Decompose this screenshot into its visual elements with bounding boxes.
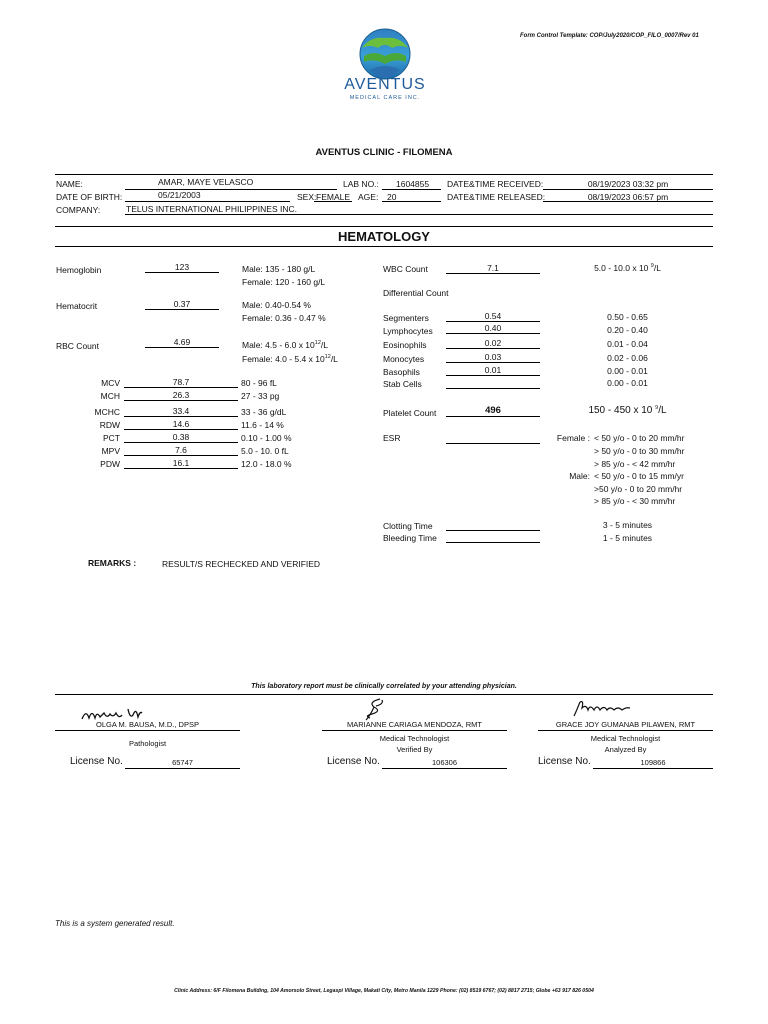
bleeding-time-ref: 1 - 5 minutes — [602, 533, 653, 543]
logo-name: AVENTUS — [344, 76, 426, 93]
pathologist-license: 65747 — [125, 758, 240, 769]
labno-label: LAB NO.: — [343, 179, 379, 189]
stab-cells-value — [446, 377, 540, 389]
rbc-value: 4.69 — [145, 337, 219, 348]
mpv-ref: 5.0 - 10. 0 fL — [241, 446, 289, 456]
analyst-title: Medical Technologist — [590, 734, 661, 743]
segmenters-label: Segmenters — [383, 313, 429, 323]
verifier-license: 106306 — [382, 758, 507, 769]
mcv-label: MCV — [101, 378, 120, 388]
patient-name: AMAR, MAYE VELASCO — [158, 177, 254, 187]
segmenters-value: 0.54 — [446, 311, 540, 322]
differential-count-label: Differential Count — [383, 288, 449, 298]
hematocrit-ref-male: Male: 0.40-0.54 % — [242, 300, 311, 310]
clinic-logo — [340, 26, 430, 106]
clotting-time-ref: 3 - 5 minutes — [602, 520, 653, 530]
signature-verifier — [360, 696, 390, 722]
rdw-value: 14.6 — [124, 419, 238, 430]
platelet-label: Platelet Count — [383, 408, 437, 418]
wbc-label: WBC Count — [383, 264, 428, 274]
esr-female-range-2: > 50 y/o - 0 to 30 mm/hr — [594, 446, 685, 456]
released-label: DATE&TIME RELEASED: — [447, 192, 546, 202]
monocytes-value: 0.03 — [446, 352, 540, 363]
lymphocytes-label: Lymphocytes — [383, 326, 433, 336]
rbc-ref-female: Female: 4.0 - 5.4 x $10^{12}/L$ — [242, 354, 338, 364]
mchc-value: 33.4 — [124, 406, 238, 417]
esr-female-label: Female : — [556, 433, 590, 443]
mcv-value: 78.7 — [124, 377, 238, 388]
hematocrit-ref-female: Female: 0.36 - 0.47 % — [242, 313, 326, 323]
rbc-label: RBC Count — [56, 341, 99, 351]
lymphocytes-value: 0.40 — [446, 323, 540, 334]
eosinophils-ref: 0.01 - 0.04 — [607, 339, 648, 349]
esr-male-range-1: < 50 y/o - 0 to 15 mm/yr — [594, 471, 684, 481]
esr-female-range-3: > 85 y/o - < 42 mm/hr — [594, 459, 676, 469]
stab-cells-label: Stab Cells — [383, 379, 422, 389]
pct-label: PCT — [103, 433, 120, 443]
mch-value: 26.3 — [124, 390, 238, 401]
lab-number: 1604855 — [396, 179, 430, 189]
esr-male-range-2: >50 y/o - 0 to 20 mm/hr — [594, 484, 683, 494]
mchc-ref: 33 - 36 g/dL — [241, 407, 287, 417]
pathologist-name: OLGA M. BAUSA, M.D., DPSP — [96, 720, 199, 729]
esr-male-range-3: > 85 y/o - < 30 mm/hr — [594, 496, 676, 506]
platelet-ref: 150 - 450 x 10 $^9$/L — [588, 405, 667, 416]
disclaimer: This laboratory report must be clinically correlated by your attending physician. — [251, 683, 517, 690]
basophils-ref: 0.00 - 0.01 — [607, 366, 648, 376]
monocytes-label: Monocytes — [383, 354, 425, 364]
clinic-title: AVENTUS CLINIC - FILOMENA — [315, 147, 453, 158]
hemoglobin-ref-female: Female: 120 - 160 g/L — [242, 277, 326, 287]
date-released: 08/19/2023 06:57 pm — [587, 192, 669, 202]
pct-value: 0.38 — [124, 432, 238, 443]
stab-cells-ref: 0.00 - 0.01 — [607, 378, 648, 388]
eosinophils-label: Eosinophils — [383, 340, 427, 350]
company-name: TELUS INTERNATIONAL PHILIPPINES INC. — [126, 204, 297, 214]
pdw-ref: 12.0 - 18.0 % — [241, 459, 292, 469]
analyst-license: 109866 — [593, 758, 713, 769]
verifier-role: Verified By — [396, 745, 433, 754]
analyst-role: Analyzed By — [604, 745, 647, 754]
basophils-value: 0.01 — [446, 365, 540, 376]
verifier-license-label: License No. — [327, 756, 380, 767]
section-title: HEMATOLOGY — [338, 229, 430, 244]
date-received: 08/19/2023 03:32 pm — [587, 179, 669, 189]
sex-label: SEX: — [297, 192, 317, 202]
mch-ref: 27 - 33 pg — [241, 391, 280, 401]
hemoglobin-value: 123 — [145, 262, 219, 273]
pct-ref: 0.10 - 1.00 % — [241, 433, 292, 443]
esr-female-range-1: < 50 y/o - 0 to 20 mm/hr — [594, 433, 685, 443]
mcv-ref: 80 - 96 fL — [241, 378, 277, 388]
pathologist-license-label: License No. — [70, 756, 123, 767]
esr-label: ESR — [383, 433, 401, 443]
eosinophils-value: 0.02 — [446, 338, 540, 349]
bleeding-time-label: Bleeding Time — [383, 533, 437, 543]
verifier-name: MARIANNE CARIAGA MENDOZA, RMT — [346, 720, 482, 729]
clinic-address: Clinic Address: 6/F Filomena Building, 104 Amorsolo Street, Legaspi Village, Makati City, Metro Manila 1229 Phone: (02) 8519 6767; (02) 8817 2715; Globe +63 917 826 0504 — [174, 988, 594, 994]
mpv-value: 7.6 — [124, 445, 238, 456]
pdw-value: 16.1 — [124, 458, 238, 469]
analyst-license-label: License No. — [538, 756, 591, 767]
pathologist-title: Pathologist — [128, 739, 167, 748]
monocytes-ref: 0.02 - 0.06 — [607, 353, 648, 363]
rbc-ref-male: Male: 4.5 - 6.0 x $10^{12}/L$ — [242, 340, 328, 350]
basophils-label: Basophils — [383, 367, 420, 377]
date-of-birth: 05/21/2003 — [158, 190, 201, 200]
name-label: NAME: — [56, 179, 83, 189]
pdw-label: PDW — [100, 459, 120, 469]
verifier-title: Medical Technologist — [379, 734, 450, 743]
remarks-label: REMARKS : — [88, 558, 137, 568]
analyst-name: GRACE JOY GUMANAB PILAWEN, RMT — [555, 720, 696, 729]
remarks-text: RESULT/S RECHECKED AND VERIFIED — [162, 559, 321, 569]
rdw-ref: 11.6 - 14 % — [241, 420, 284, 430]
received-label: DATE&TIME RECEIVED: — [447, 179, 544, 189]
segmenters-ref: 0.50 - 0.65 — [607, 312, 648, 322]
dob-label: DATE OF BIRTH: — [56, 192, 123, 202]
hematocrit-label: Hematocrit — [56, 301, 98, 311]
form-control-code: Form Control Template: COP/July2020/COP_FILO_0007/Rev 01 — [520, 33, 699, 39]
company-label: COMPANY: — [56, 205, 101, 215]
patient-age: 20 — [387, 192, 397, 202]
wbc-ref: 5.0 - 10.0 x 10 $^9$/L — [594, 263, 661, 273]
system-note: This is a system generated result. — [55, 919, 175, 928]
platelet-value: 496 — [446, 405, 540, 417]
hematocrit-value: 0.37 — [145, 299, 219, 310]
hemoglobin-ref-male: Male: 135 - 180 g/L — [242, 264, 316, 274]
logo-subtitle: MEDICAL CARE INC. — [349, 95, 421, 101]
hemoglobin-label: Hemoglobin — [56, 265, 102, 275]
esr-male-label: Male: — [569, 471, 590, 481]
mch-label: MCH — [100, 391, 120, 401]
wbc-value: 7.1 — [446, 263, 540, 274]
mchc-label: MCHC — [94, 407, 120, 417]
age-label: AGE: — [358, 192, 379, 202]
rdw-label: RDW — [99, 420, 120, 430]
signature-analyst — [572, 698, 632, 720]
lymphocytes-ref: 0.20 - 0.40 — [607, 325, 648, 335]
globe-icon — [340, 26, 430, 82]
patient-sex: FEMALE — [316, 192, 351, 202]
clotting-time-label: Clotting Time — [383, 521, 433, 531]
mpv-label: MPV — [101, 446, 120, 456]
